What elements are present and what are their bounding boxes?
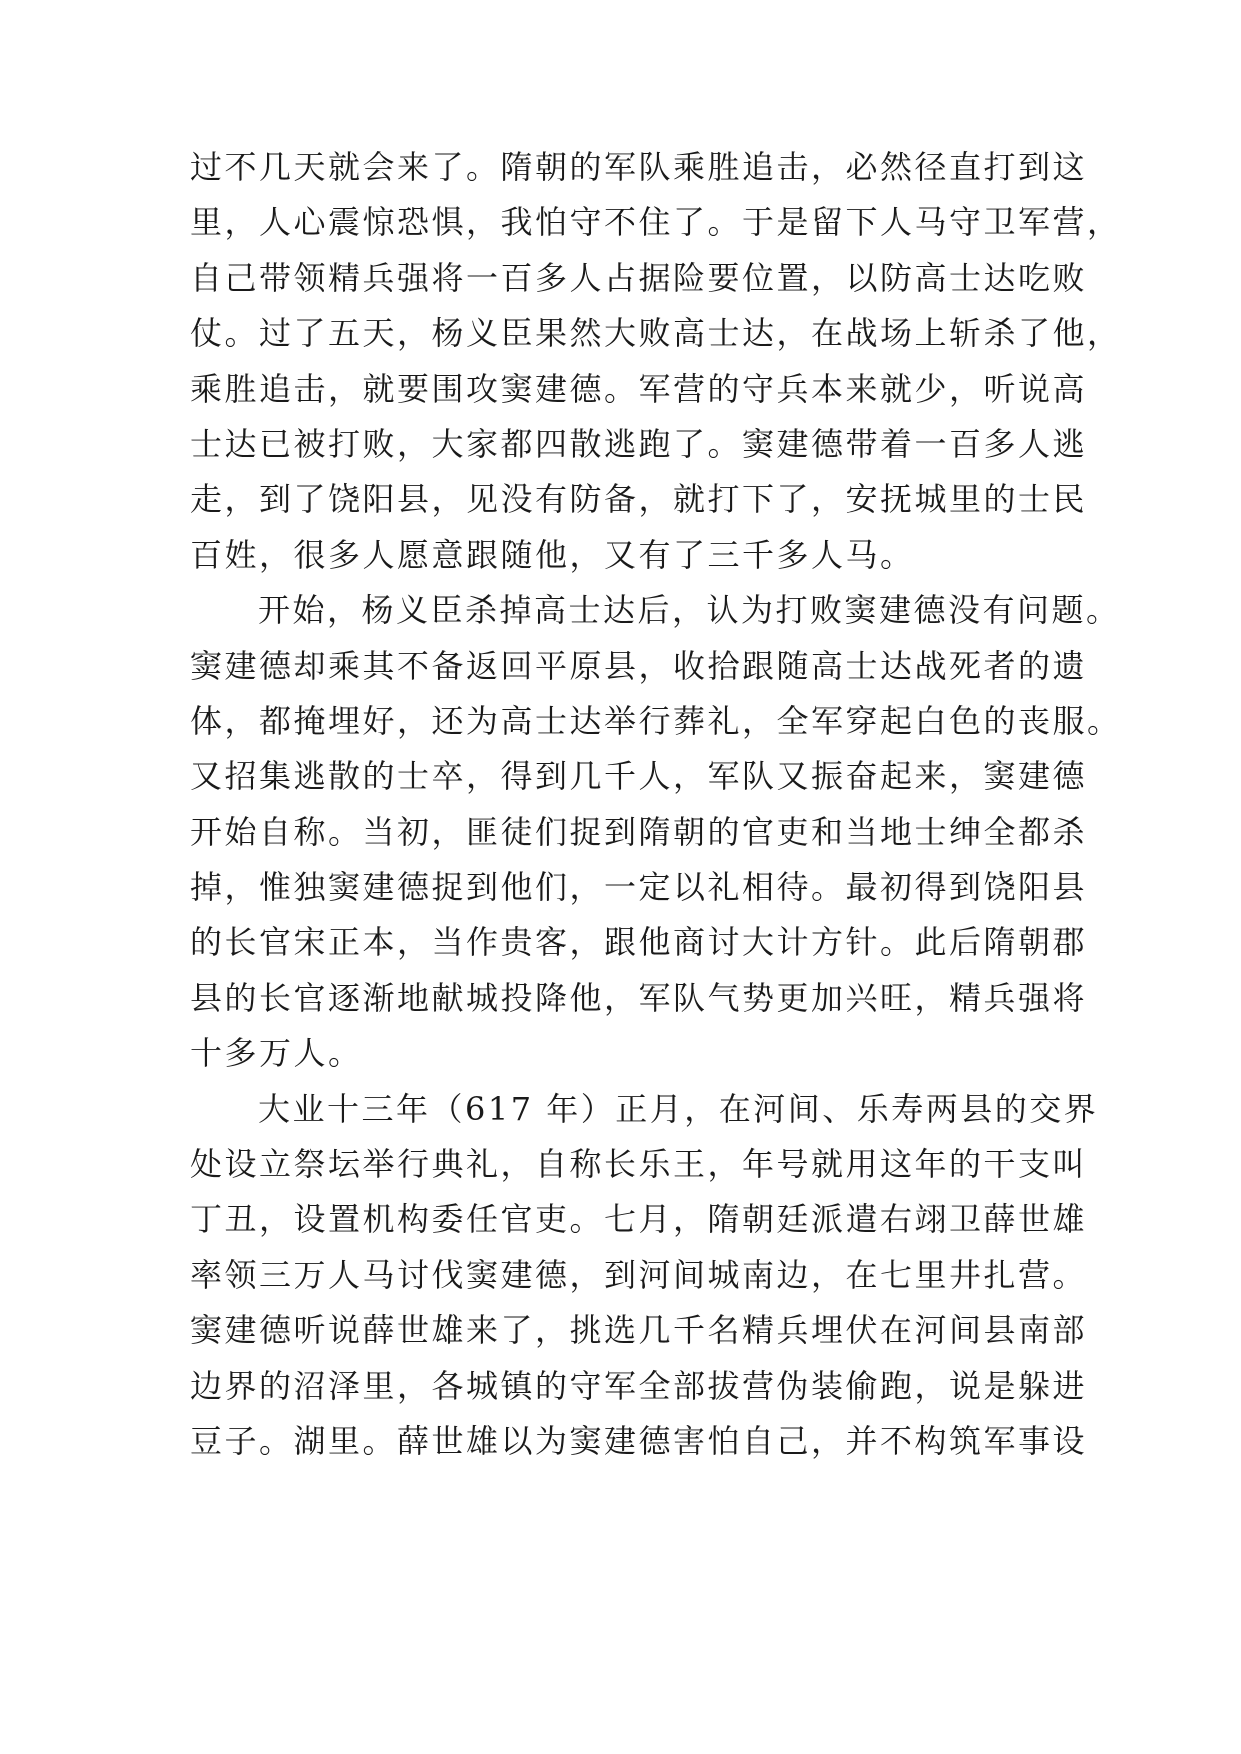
text-line: 丁丑，设置机构委任官吏。七月，隋朝廷派遣右翊卫薛世雄 — [190, 1200, 1088, 1239]
text-line: 走，到了饶阳县，见没有防备，就打下了，安抚城里的士民 — [190, 480, 1088, 519]
text-line: 的长官宋正本，当作贵客，跟他商讨大计方针。此后隋朝郡 — [190, 923, 1088, 962]
text-line: 又招集逃散的士卒，得到几千人，军队又振奋起来，窦建德 — [190, 757, 1088, 796]
body-text — [190, 140, 1122, 1469]
text-line: 窦建德却乘其不备返回平原县，收拾跟随高士达战死者的遗 — [190, 646, 1088, 685]
text-line: 里，人心震惊恐惧，我怕守不住了。于是留下人马守卫军营， — [190, 203, 1122, 242]
paragraph-start-line: 开始，杨义臣杀掉高士达后，认为打败窦建德没有问题。 — [258, 591, 1121, 630]
text-line: 十多万人。 — [190, 1034, 363, 1073]
text-line: 乘胜追击，就要围攻窦建德。军营的守兵本来就少，听说高 — [190, 369, 1088, 408]
text-line: 体，都掩埋好，还为高士达举行葬礼，全军穿起白色的丧服。 — [190, 701, 1122, 740]
text-line: 开始自称。当初，匪徒们捉到隋朝的官吏和当地士绅全都杀 — [190, 812, 1088, 851]
text-line: 边界的沼泽里，各城镇的守军全部拔营伪装偷跑，说是躲进 — [190, 1366, 1088, 1405]
text-line: 掉，惟独窦建德捉到他们，一定以礼相待。最初得到饶阳县 — [190, 868, 1088, 907]
text-line: 士达已被打败，大家都四散逃跑了。窦建德带着一百多人逃 — [190, 424, 1088, 463]
text-line: 处设立祭坛举行典礼，自称长乐王，年号就用这年的干支叫 — [190, 1145, 1088, 1184]
paragraph-start-line: 大业十三年（617 年）正月，在河间、乐寿两县的交界 — [258, 1089, 1099, 1128]
text-line: 豆子。湖里。薛世雄以为窦建德害怕自己，并不构筑军事设 — [190, 1421, 1088, 1460]
text-line: 过不几天就会来了。隋朝的军队乘胜追击，必然径直打到这 — [190, 148, 1088, 186]
text-line: 县的长官逐渐地献城投降他，军队气势更加兴旺，精兵强将 — [190, 978, 1088, 1017]
text-line: 窦建德听说薛世雄来了，挑选几千名精兵埋伏在河间县南部 — [190, 1311, 1088, 1350]
text-line: 自己带领精兵强将一百多人占据险要位置，以防高士达吃败 — [190, 258, 1088, 297]
text-line: 仗。过了五天，杨义臣果然大败高士达，在战场上斩杀了他， — [190, 314, 1122, 353]
text-line: 百姓，很多人愿意跟随他，又有了三千多人马。 — [190, 535, 915, 574]
text-line: 率领三万人马讨伐窦建德，到河间城南边，在七里井扎营。 — [190, 1255, 1088, 1294]
